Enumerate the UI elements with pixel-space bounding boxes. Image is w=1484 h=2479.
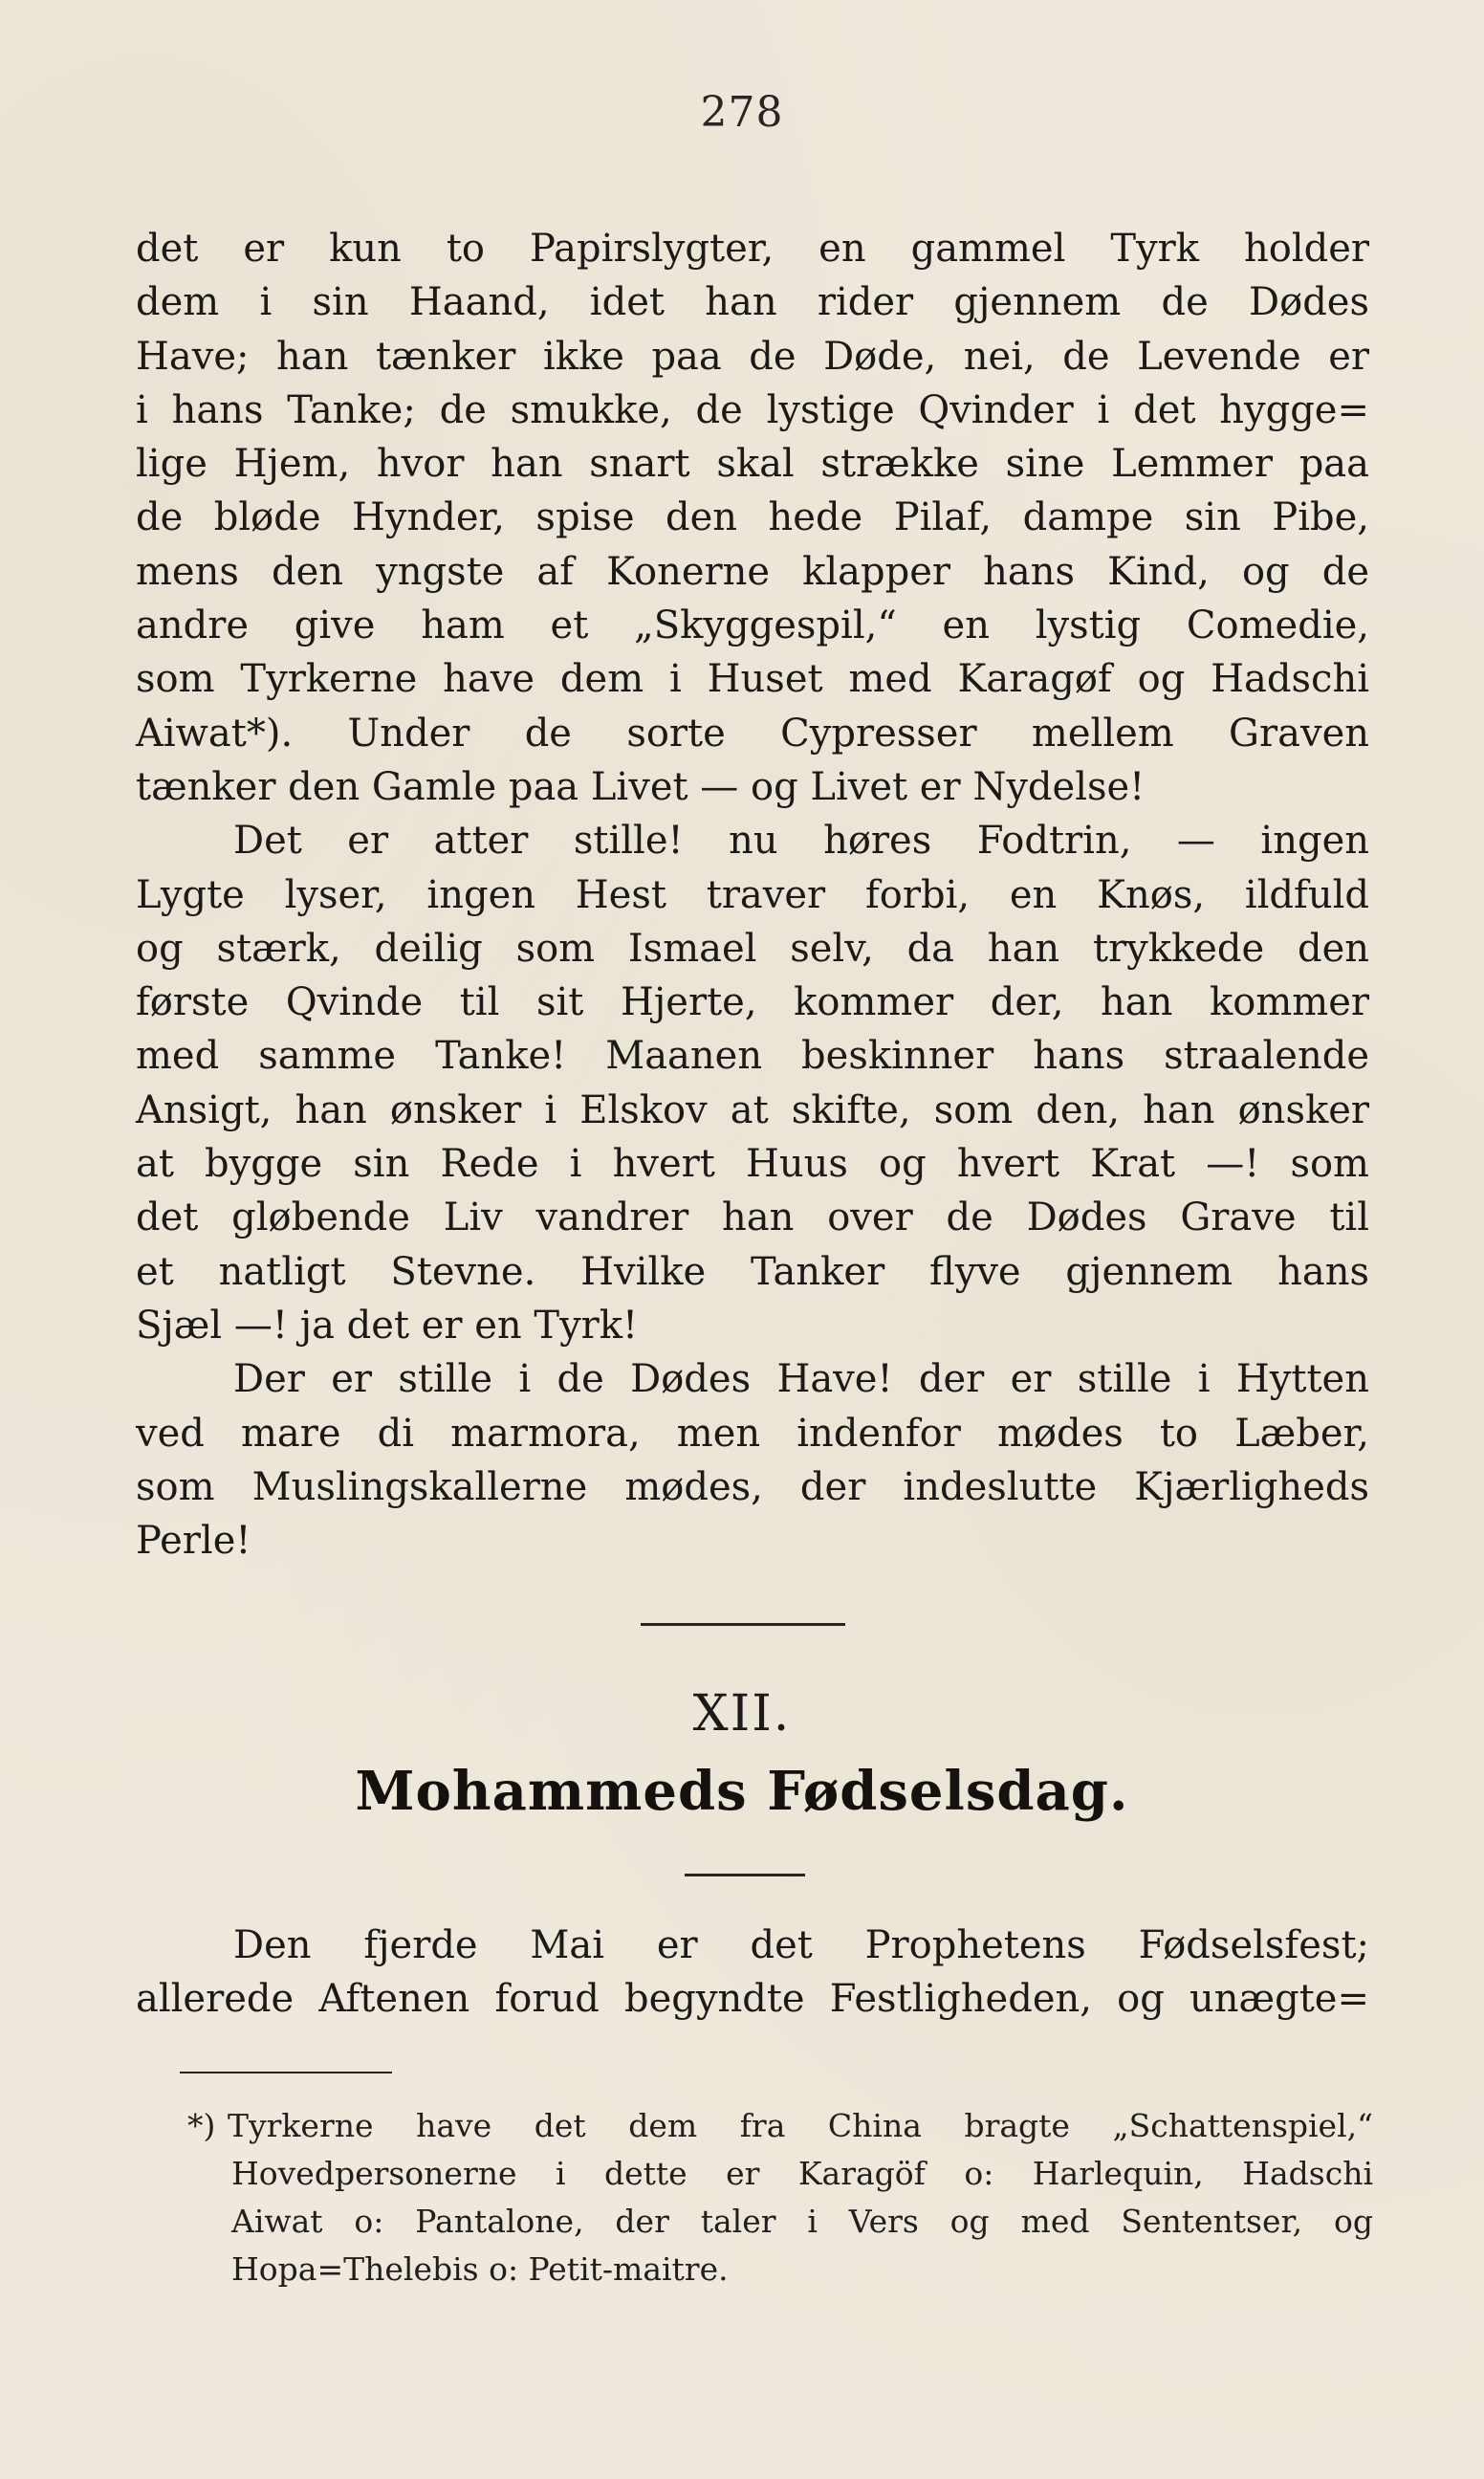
footnote xyxy=(187,2102,1373,2293)
text-line: Have; han tænker ikke paa de Døde, nei, de Levende er xyxy=(136,334,1369,379)
text-line: lige Hjem, hvor han snart skal strække sine Lemmer paa xyxy=(136,442,1369,487)
page-number: 278 xyxy=(700,88,784,137)
text-line: mens den yngste af Konerne klapper hans Kind, og de xyxy=(136,549,1369,594)
text-line: ved mare di marmora, men indenfor mødes to Læber, xyxy=(136,1411,1369,1456)
text-line: allerede Aftenen forud begyndte Festligheden, og unægte= xyxy=(136,1977,1369,2022)
chapter-text-top xyxy=(136,222,1369,1568)
section-number: XII. xyxy=(692,1685,792,1743)
text-line: med samme Tanke! Maanen beskinner hans straalende xyxy=(136,1034,1369,1079)
chapter-text-bottom xyxy=(136,1919,1369,2027)
text-line: Sjæl —! ja det er en Tyrk! xyxy=(136,1303,639,1348)
text-line: Perle! xyxy=(136,1519,251,1564)
footnote-line: Aiwat o: Pantalone, der taler i Vers og med Sententser, og xyxy=(231,2203,1373,2240)
footnote-text: Tyrkerne have det dem fra China bragte „Schattenspiel,“ xyxy=(228,2107,1373,2144)
text-line: det er kun to Papirslygter, en gammel Tyrk holder xyxy=(136,227,1369,271)
text-line: Der er stille i de Dødes Have! der er stille i Hytten xyxy=(233,1357,1369,1402)
text-line: Det er atter stille! nu høres Fodtrin, — ingen xyxy=(233,819,1369,864)
footnote-separator xyxy=(180,2072,392,2073)
text-line: de bløde Hynder, spise den hede Pilaf, dampe sin Pibe, xyxy=(136,495,1369,540)
text-line: i hans Tanke; de smukke, de lystige Qvinder i det hygge= xyxy=(136,387,1369,432)
text-line: at bygge sin Rede i hvert Huus og hvert Krat —! som xyxy=(136,1142,1369,1187)
text-line: Aiwat*). Under de sorte Cypresser mellem Graven xyxy=(136,711,1369,756)
section-divider-top xyxy=(641,1623,845,1626)
text-line: og stærk, deilig som Ismael selv, da han trykkede den xyxy=(136,926,1369,971)
text-line: som Tyrkerne have dem i Huset med Karagøf og Hadschi xyxy=(136,657,1369,702)
footnote-line: Hopa=Thelebis o: Petit-maitre. xyxy=(231,2250,729,2288)
text-line: tænker den Gamle paa Livet — og Livet er Nydelse! xyxy=(136,764,1146,809)
text-line: Den fjerde Mai er det Prophetens Fødselsfest; xyxy=(233,1923,1369,1967)
text-line: Ansigt, han ønsker i Elskov at skifte, som den, han ønsker xyxy=(136,1087,1369,1132)
text-line: første Qvinde til sit Hjerte, kommer der, han kommer xyxy=(136,980,1369,1025)
section-title: Mohammeds Fødselsdag. xyxy=(355,1760,1129,1823)
text-line: Lygte lyser, ingen Hest traver forbi, en Knøs, ildfuld xyxy=(136,872,1369,917)
text-line: andre give ham et „Skyggespil,“ en lystig Comedie, xyxy=(136,603,1369,648)
text-line: det gløbende Liv vandrer han over de Dødes Grave til xyxy=(136,1196,1369,1240)
text-line: dem i sin Haand, idet han rider gjennem de Dødes xyxy=(136,280,1369,325)
footnote-line: Hovedpersonerne i dette er Karagöf o: Harlequin, Hadschi xyxy=(231,2155,1373,2192)
footnote-line xyxy=(187,2102,1373,2150)
footnote-marker: *) xyxy=(187,2107,216,2144)
text-line: et natligt Stevne. Hvilke Tanker flyve gjennem hans xyxy=(136,1249,1369,1294)
text-line: som Muslingskallerne mødes, der indeslutte Kjærligheds xyxy=(136,1464,1369,1509)
section-divider-bottom xyxy=(685,1874,805,1876)
